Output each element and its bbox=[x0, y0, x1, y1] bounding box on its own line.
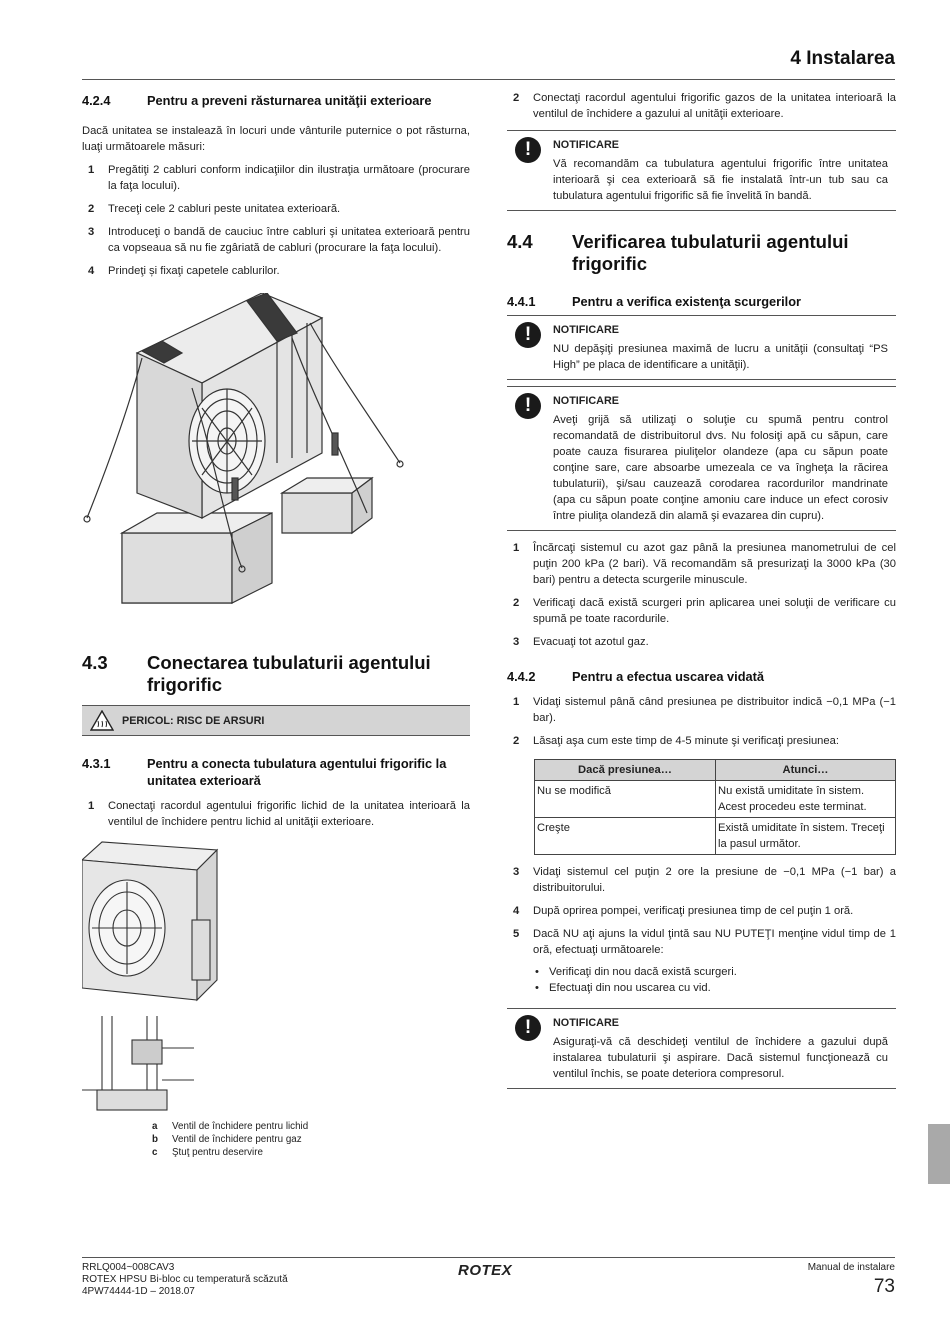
tie-down-illustration bbox=[82, 293, 470, 638]
chapter-side-tab bbox=[928, 1124, 950, 1184]
footer-doc-code: 4PW74444-1D – 2018.07 bbox=[82, 1286, 195, 1297]
notice-label: NOTIFICARE bbox=[553, 1017, 619, 1029]
top-divider bbox=[82, 79, 895, 80]
heading-4-4-1: 4.4.1 Pentru a verifica existenţa scurgerilor bbox=[507, 294, 802, 309]
steps-4-4-1 bbox=[507, 540, 896, 650]
step-item: 2 Conectaţi racordul agentului frigorific gazos de la unitatea interioară la ventilul de închidere a gazului al unităţii exterioare. bbox=[513, 92, 896, 120]
footer-doc-info bbox=[82, 1262, 288, 1298]
heading-4-2-4: 4.2.4 Pentru a preveni răsturnarea unităţii exterioare bbox=[82, 93, 432, 108]
steps-4-4-2-b bbox=[507, 864, 896, 958]
bullet-list bbox=[507, 964, 896, 996]
legend-item: c Ştuţ pentru deservire bbox=[152, 1147, 263, 1158]
warning-icon: ! bbox=[515, 393, 541, 419]
table-header: Atunci… bbox=[716, 760, 896, 781]
chapter-title: 4 Instalarea bbox=[790, 48, 895, 69]
legend bbox=[152, 1120, 470, 1159]
step-item: 3 Evacuaţi tot azotul gaz. bbox=[513, 636, 649, 648]
step-item: 3 Introduceţi o bandă de cauciuc între cabluri şi unitatea exterioară pentru ca vopseaua să nu fie zgâriată de cabluri (procurare la faţa locului). bbox=[88, 226, 470, 254]
table-cell: Creşte bbox=[535, 818, 716, 855]
danger-label: PERICOL: RISC DE ARSURI bbox=[122, 714, 265, 727]
notice-label: NOTIFICARE bbox=[553, 139, 619, 151]
step-item: 2 Lăsaţi aşa cum este timp de 4-5 minute şi verificaţi presiunea: bbox=[513, 735, 839, 747]
step-item: 2 Treceţi cele 2 cabluri peste unitatea exterioară. bbox=[88, 203, 341, 215]
table-cell: Nu există umiditate în sistem. Acest procedeu este terminat. bbox=[716, 781, 896, 818]
step-item: 3 Vidaţi sistemul cel puţin 2 ore la presiune de −0,1 MPa (−1 bar) a distribuitorului. bbox=[513, 866, 896, 894]
notice-label: NOTIFICARE bbox=[553, 395, 619, 407]
step-item: 5 Dacă NU aţi ajuns la vidul ţintă sau NU PUTEŢI menţine vidul timp de 1 oră, efectuaţi următoarele: bbox=[513, 928, 896, 956]
notice-text: Asiguraţi-vă că deschideţi ventilul de închidere a gazului după instalarea tubulaturii şi aspirare. Dacă sistemul funcţionează cu ventilul închis, se poate deteriora compresorul. bbox=[553, 1036, 888, 1080]
table-header-row bbox=[535, 760, 896, 781]
legend-item: a Ventil de închidere pentru lichid bbox=[152, 1121, 309, 1132]
notice-box bbox=[507, 1008, 896, 1089]
notice-text: NU depăşiţi presiunea maximă de lucru a unităţii (consultaţi “PS High” pe placa de identificare a unităţii). bbox=[553, 343, 888, 371]
footer-product: ROTEX HPSU Bi-bloc cu temperatură scăzută bbox=[82, 1274, 288, 1285]
heading-4-4-2: 4.4.2 Pentru a efectua uscarea vidată bbox=[507, 669, 765, 684]
step-item: 2 Verificaţi dacă există scurgeri prin aplicarea unei soluţii de verificare cu spumă pe toate racordurile. bbox=[513, 597, 896, 625]
table-header: Dacă presiunea… bbox=[535, 760, 716, 781]
footer-manual-title: Manual de instalare bbox=[807, 1262, 895, 1273]
footer-divider bbox=[82, 1257, 895, 1258]
notice-text: Vă recomandăm ca tubulatura agentului frigorific între unitatea interioară şi cea exterioară să fie instalată într-un tub sau ca tubulatura agentului frigorific să fie învelită în bandă. bbox=[553, 158, 888, 202]
table-row bbox=[535, 818, 896, 855]
steps-4-4-2-a bbox=[507, 694, 896, 749]
step-item: 1 Pregătiţi 2 cabluri conform indicaţiilor din ilustraţia următoare (procurare la faţa locului). bbox=[88, 164, 470, 192]
rotex-logo: ROTEX bbox=[458, 1262, 513, 1279]
notice-box bbox=[507, 130, 896, 211]
heading-4-3: 4.3 Conectarea tubulaturii agentului frigorific bbox=[82, 652, 431, 695]
step-item: 1 Vidaţi sistemul până când presiunea pe distribuitor indică −0,1 MPa (−1 bar). bbox=[513, 696, 896, 724]
steps-4-2-4 bbox=[82, 162, 470, 279]
notice-box bbox=[507, 386, 896, 531]
step-item: 4 Prindeţi și fixaţi capetele cablurilor. bbox=[88, 265, 280, 277]
step-item: 1 Conectaţi racordul agentului frigorific lichid de la unitatea interioară la ventilul de închidere pentru lichid al unităţii exterioare. bbox=[88, 800, 470, 828]
danger-box bbox=[82, 705, 470, 736]
intro-paragraph: Dacă unitatea se instalează în locuri unde vânturile puternice o pot răsturna, luaţi următoarele măsuri: bbox=[82, 125, 470, 153]
legend-item: b Ventil de închidere pentru gaz bbox=[152, 1134, 302, 1145]
right-column bbox=[507, 90, 896, 1089]
pressure-table bbox=[534, 759, 896, 855]
footer-model: RRLQ004~008CAV3 bbox=[82, 1262, 175, 1273]
notice-label: NOTIFICARE bbox=[553, 324, 619, 336]
table-cell: Nu se modifică bbox=[535, 781, 716, 818]
hot-surface-icon bbox=[82, 710, 122, 731]
warning-icon: ! bbox=[515, 322, 541, 348]
bullet-item: • Efectuaţi din nou uscarea cu vid. bbox=[535, 982, 711, 994]
heading-4-3-1: 4.3.1 Pentru a conecta tubulatura agentului frigorific la unitatea exterioară bbox=[82, 756, 447, 788]
step-item: 1 Încărcaţi sistemul cu azot gaz până la presiunea manometrului de cel puţin 200 kPa (2 bari). Vă recomandăm să presurizaţi la 3000 kPa (30 bari) pentru a detecta scurgerile minuscule. bbox=[513, 542, 896, 586]
step-item: 4 După oprirea pompei, verificaţi presiunea timp de cel puţin 1 oră. bbox=[513, 905, 854, 917]
page-number: 73 bbox=[873, 1276, 895, 1297]
heading-4-4: 4.4 Verificarea tubulaturii agentului frigorific bbox=[507, 231, 849, 274]
warning-icon: ! bbox=[515, 137, 541, 163]
left-column bbox=[82, 92, 470, 1159]
warning-icon: ! bbox=[515, 1015, 541, 1041]
table-row bbox=[535, 781, 896, 818]
table-cell: Există umiditate în sistem. Treceţi la pasul următor. bbox=[716, 818, 896, 855]
notice-box bbox=[507, 315, 896, 380]
bullet-item: • Verificaţi din nou dacă există scurgeri. bbox=[535, 966, 737, 978]
notice-text: Aveţi grijă să utilizaţi o soluţie cu spumă pentru control recomandată de distribuitorul dvs. Nu folosiţi apă cu săpun, care poate cauza fisurarea piuliţelor olandeze (apa cu săpun poate conţine sare, care absoarbe umezeala ce va îngheţa la răcirea tubulaturii), şi/sau cauzează corodarea racordurilor mandrinate (apa cu săpun poate conţine amoniu care induce un efect corosiv între piuliţa olandeză din alamă şi evazarea din cupru). bbox=[553, 414, 888, 522]
valves-illustration bbox=[82, 840, 222, 1125]
